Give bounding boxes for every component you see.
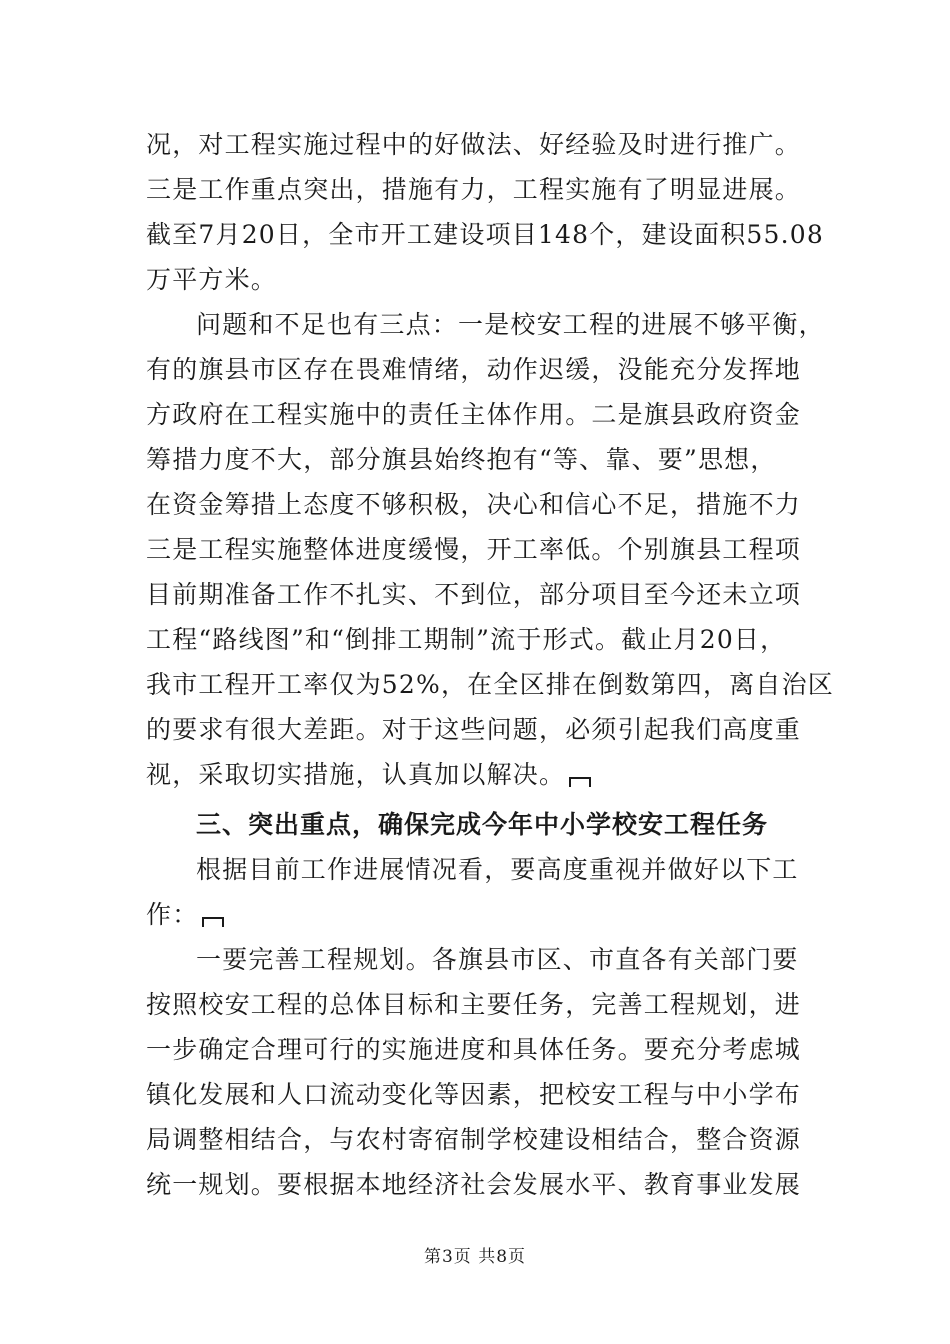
text-line: 工程“路线图”和“倒排工期制”流于形式。截止月20日， — [146, 625, 787, 654]
text-line: 我市工程开工率仅为52%，在全区排在倒数第四，离自治区 — [146, 670, 834, 699]
text-line: 有的旗县市区存在畏难情绪，动作迟缓，没能充分发挥地 — [146, 355, 802, 384]
text-line: 况，对工程实施过程中的好做法、好经验及时进行推广。 — [146, 130, 802, 159]
text-line: 统一规划。要根据本地经济社会发展水平、教育事业发展 — [146, 1170, 802, 1199]
text-line: 筹措力度不大，部分旗县始终抱有“等、靠、要”思想， — [146, 445, 777, 474]
text-line: 万平方米。 — [146, 265, 278, 294]
text-line: 方政府在工程实施中的责任主体作用。二是旗县政府资金 — [146, 400, 802, 429]
text-line: 的要求有很大差距。对于这些问题，必须引起我们高度重 — [146, 715, 802, 744]
text-line-with-mark — [146, 900, 826, 930]
text-line: 截至7月20日，全市开工建设项目148个，建设面积55.08 — [146, 220, 825, 249]
text-line: 三是工程实施整体进度缓慢，开工率低。个别旗县工程项 — [146, 535, 802, 564]
text-line: 在资金筹措上态度不够积极，决心和信心不足，措施不力 — [146, 490, 802, 519]
text-line: 视，采取切实措施，认真加以解决。 — [146, 760, 566, 789]
text-line: 三是工作重点突出，措施有力，工程实施有了明显进展。 — [146, 175, 802, 204]
paragraph-start-line: 根据目前工作进展情况看，要高度重视并做好以下工 — [196, 855, 799, 884]
text-line: 作： — [146, 900, 199, 929]
text-line: 目前期准备工作不扎实、不到位，部分项目至今还未立项 — [146, 580, 802, 609]
text-line: 镇化发展和人口流动变化等因素，把校安工程与中小学布 — [146, 1080, 802, 1109]
text-line-with-mark — [146, 760, 826, 790]
text-line: 按照校安工程的总体目标和主要任务，完善工程规划，进 — [146, 990, 802, 1019]
page-number-footer: 第3页 共8页 — [423, 1247, 527, 1267]
paragraph-start-line: 问题和不足也有三点：一是校安工程的进展不够平衡， — [196, 310, 825, 339]
text-line: 一步确定合理可行的实施进度和具体任务。要充分考虑城 — [146, 1035, 802, 1064]
paragraph-start-line: 一要完善工程规划。各旗县市区、市直各有关部门要 — [196, 945, 799, 974]
paragraph-mark-icon — [569, 777, 591, 787]
section-heading: 三、突出重点，确保完成今年中小学校安工程任务 — [196, 810, 769, 839]
paragraph-mark-icon — [202, 917, 224, 927]
text-line: 局调整相结合，与农村寄宿制学校建设相结合，整合资源 — [146, 1125, 802, 1154]
